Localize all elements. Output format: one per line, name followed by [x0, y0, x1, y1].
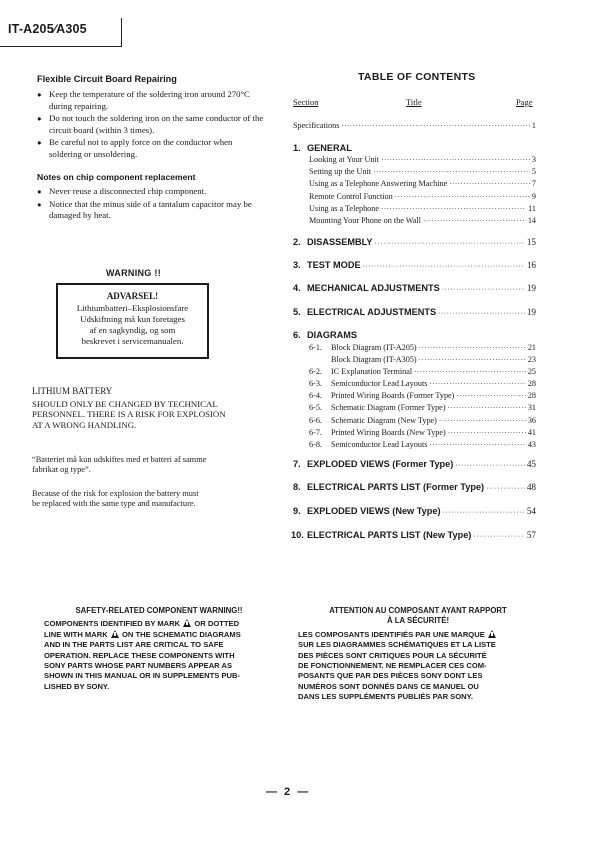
toc-item-label: Semiconductor Lead Layouts	[331, 379, 428, 389]
toc-section-general[interactable]	[293, 143, 536, 153]
toc-item-page: 14	[527, 215, 536, 225]
toc-col-section: Section	[293, 97, 319, 107]
advarsel-line: Udskiftning må kun foretages	[80, 314, 185, 324]
list-item: ● Be careful not to apply force on the conductor when soldering or unsoldering.	[37, 137, 267, 160]
safety-en-line: SHOWN IN THIS MANUAL OR IN SUPPLEMENTS PUB-	[44, 671, 241, 681]
toc-section-title: DISASSEMBLY	[307, 237, 373, 247]
toc-leader	[438, 308, 525, 317]
safety-en-text: COMPONENTS IDENTIFIED BY MARK	[44, 619, 181, 629]
toc-leader	[419, 356, 526, 364]
toc-item[interactable]	[309, 204, 536, 216]
toc-item-label: Using as a Telephone	[309, 203, 379, 213]
toc-section-num: 1.	[293, 143, 301, 153]
toc-leader	[443, 507, 525, 516]
toc-item-label: Printed Wiring Boards (New Type)	[331, 427, 446, 437]
toc-section-num: 9.	[293, 506, 301, 516]
toc-title: TABLE OF CONTENTS	[358, 71, 476, 83]
toc-section-page: 19	[526, 307, 536, 317]
toc-leader	[429, 441, 525, 449]
toc-item[interactable]	[309, 155, 536, 167]
safety-en-text: LINE WITH MARK	[44, 629, 108, 639]
advarsel-line: beskrevet i servicemanualen.	[81, 336, 184, 346]
explosion-line: Because of the risk for explosion the battery must	[32, 489, 199, 498]
toc-item-num: 6-3.	[309, 379, 322, 389]
explosion-note	[32, 489, 199, 510]
toc-section-page: 19	[526, 283, 536, 293]
toc-item-label: Using as a Telephone Answering Machine	[309, 179, 448, 189]
safety-fr-line: POSANTS QUE PAR DES PIÈCES SONY DONT LES	[298, 671, 483, 681]
toc-item[interactable]	[309, 416, 536, 428]
toc-leader	[439, 417, 526, 425]
toc-section-num: 6.	[293, 330, 301, 340]
safety-en-text: ON THE SCHEMATIC DIAGRAMS	[121, 629, 241, 639]
toc-item-num: 6-4.	[309, 391, 322, 401]
warning-triangle-icon	[183, 619, 191, 627]
toc-leader	[381, 205, 526, 213]
toc-leader	[448, 404, 526, 412]
toc-section-disassembly[interactable]	[293, 237, 536, 247]
safety-en-line: AND IN THE PARTS LIST ARE CRITICAL TO SAFE	[44, 640, 224, 650]
toc-item[interactable]	[309, 192, 536, 204]
toc-section-electrical[interactable]	[293, 307, 536, 317]
toc-item[interactable]	[309, 355, 536, 367]
list-item: ● Do not touch the soldering iron on the same conductor of the circuit board (within 3 times).	[37, 113, 267, 136]
toc-leader	[341, 122, 530, 130]
fcb-title: Flexible Circuit Board Repairing	[37, 74, 177, 84]
toc-item-label: Looking at Your Unit	[309, 155, 380, 164]
toc-specifications[interactable]	[293, 121, 536, 130]
advarsel-box	[56, 283, 209, 359]
toc-item-label: Semiconductor Lead Layouts	[331, 439, 428, 449]
toc-section-num: 5.	[293, 307, 301, 317]
toc-leader	[423, 217, 526, 225]
toc-item-page: 25	[527, 367, 536, 377]
toc-item-page: 28	[527, 391, 536, 401]
toc-section-title: ELECTRICAL ADJUSTMENTS	[307, 307, 437, 317]
toc-section-num: 4.	[293, 283, 301, 293]
toc-item-num: 6-2.	[309, 367, 322, 377]
toc-item-page: 3	[531, 155, 536, 164]
toc-general-items	[309, 155, 536, 228]
toc-item[interactable]	[309, 440, 536, 452]
advarsel-title: ADVARSEL!	[106, 291, 159, 301]
toc-leader	[473, 531, 524, 540]
toc-section-title: ELECTRICAL PARTS LIST (Former Type)	[307, 482, 485, 492]
toc-item-label: Block Diagram (IT-A305)	[331, 355, 417, 365]
toc-entry-label: Specifications	[293, 121, 340, 130]
warning-triangle-icon	[111, 630, 119, 638]
toc-item[interactable]	[309, 403, 536, 415]
toc-section-title: EXPLODED VIEWS (Former Type)	[307, 459, 454, 469]
safety-en-text: OR DOTTED	[194, 619, 240, 629]
toc-section-exploded-new[interactable]	[293, 506, 536, 516]
toc-item-page: 36	[527, 415, 536, 425]
toc-item-label: Setting up the Unit	[309, 167, 372, 177]
toc-section-title: EXPLODED VIEWS (New Type)	[307, 506, 441, 516]
toc-section-parts-former[interactable]	[293, 482, 536, 492]
toc-leader	[449, 180, 530, 188]
safety-fr-line: DANS LES SUPPLÉMENTS PUBLIÉS PAR SONY.	[298, 692, 473, 702]
toc-item[interactable]	[309, 179, 536, 191]
safety-en-line: OPERATION. REPLACE THESE COMPONENTS WITH	[44, 650, 235, 660]
danish-line: fabrikat og type”.	[32, 465, 91, 475]
toc-item-page: 41	[527, 427, 536, 437]
danish-line: “Batteriet må kun udskiftes med et batteri af samme	[32, 455, 207, 464]
header-rule-horizontal	[0, 46, 122, 47]
toc-item-page: 43	[527, 439, 536, 449]
explosion-line: be replaced with the same type and manufacture.	[32, 499, 196, 509]
toc-item-num: 6-7.	[309, 427, 322, 437]
toc-leader	[373, 168, 530, 176]
safety-fr-line: SUR LES DIAGRAMMES SCHÉMATIQUES ET LA LISTE	[298, 640, 496, 650]
safety-warning-fr	[298, 606, 538, 703]
toc-leader	[363, 261, 525, 270]
list-item: ● Notice that the minus side of a tantalum capacitor may be damaged by heat.	[37, 199, 267, 222]
toc-section-num: 8.	[293, 482, 301, 492]
toc-leader	[419, 344, 526, 352]
lithium-title: LITHIUM BATTERY	[32, 386, 113, 396]
toc-leader	[455, 460, 524, 469]
toc-item-num: 6-5.	[309, 403, 322, 413]
toc-leader	[486, 483, 525, 492]
chip-notes-title: Notes on chip component replacement	[37, 172, 196, 182]
toc-item-page: 23	[527, 355, 536, 365]
toc-section-num: 10.	[291, 530, 304, 540]
toc-item-label: Remote Control Function	[309, 191, 393, 201]
toc-section-num: 3.	[293, 260, 301, 270]
toc-diagrams-items	[309, 343, 536, 452]
toc-item[interactable]	[309, 216, 536, 228]
toc-section-num: 7.	[293, 459, 301, 469]
header-rule-vertical	[121, 18, 122, 46]
toc-item-label: IC Explanation Terminal	[331, 367, 413, 377]
safety-fr-title: À LA SÉCURITÉ!	[386, 616, 450, 626]
toc-section-title: DIAGRAMS	[307, 330, 358, 340]
toc-item-page: 9	[531, 191, 536, 201]
toc-item-page: 28	[527, 379, 536, 389]
safety-fr-line	[298, 630, 538, 640]
toc-section-parts-new[interactable]	[291, 530, 536, 540]
toc-item-label: Mounting Your Phone on the Wall	[309, 215, 421, 225]
toc-item[interactable]	[309, 367, 536, 379]
toc-item-label: Schematic Diagram (Former Type)	[331, 403, 446, 413]
toc-section-test-mode[interactable]	[293, 260, 536, 270]
toc-section-page: 16	[526, 260, 536, 270]
toc-leader	[456, 392, 525, 400]
advarsel-line: Lithiumbatteri–Eksplosionsfare	[76, 303, 189, 313]
toc-item-label: Printed Wiring Boards (Former Type)	[331, 391, 455, 401]
toc-item-num: 6-6.	[309, 415, 322, 425]
safety-en-title: SAFETY-RELATED COMPONENT WARNING!!	[75, 606, 243, 615]
toc-section-title: ELECTRICAL PARTS LIST (New Type)	[307, 530, 472, 540]
toc-section-title: GENERAL	[307, 143, 352, 153]
toc-leader	[448, 429, 526, 437]
toc-item[interactable]	[309, 379, 536, 391]
toc-item-num: 6-8.	[309, 439, 322, 449]
toc-section-mechanical[interactable]	[293, 283, 536, 293]
toc-item[interactable]	[309, 343, 536, 355]
toc-item-page: 21	[527, 343, 536, 352]
safety-fr-line: NUMÉROS SONT DONNÉS DANS CE MANUEL OU	[298, 681, 479, 691]
lithium-line: PERSONNEL. THERE IS A RISK FOR EXPLOSION	[32, 409, 226, 420]
toc-item-page: 11	[528, 203, 536, 213]
toc-item-num: 6-1.	[309, 343, 322, 352]
list-item: ● Keep the temperature of the soldering iron around 270°C during repairing.	[37, 89, 267, 112]
warning-title: WARNING !!	[106, 268, 161, 278]
toc-section-diagrams[interactable]	[293, 330, 536, 340]
advarsel-line: af en sagkyndig, og som	[89, 325, 176, 335]
toc-section-page: 54	[526, 506, 536, 516]
toc-section-title: MECHANICAL ADJUSTMENTS	[307, 283, 440, 293]
safety-fr-title: ATTENTION AU COMPOSANT AYANT RAPPORT	[329, 606, 507, 615]
toc-leader	[375, 238, 525, 247]
page-number: — 2 —	[266, 786, 311, 798]
toc-leader	[429, 380, 525, 388]
toc-item[interactable]	[309, 167, 536, 179]
toc-section-exploded-former[interactable]	[293, 459, 536, 469]
toc-section-page: 15	[526, 237, 536, 247]
toc-section-page: 57	[526, 530, 536, 540]
toc-leader	[381, 156, 530, 164]
safety-fr-line: DE FONCTIONNEMENT. NE REMPLACER CES COM-	[298, 661, 487, 671]
toc-section-num: 2.	[293, 237, 301, 247]
safety-fr-text: LES COMPOSANTS IDENTIFIÉS PAR UNE MARQUE	[298, 629, 485, 639]
safety-fr-line: DES PIÈCES SONT CRITIQUES POUR LA SÉCURITÉ	[298, 650, 487, 660]
toc-item-label: Schematic Diagram (New Type)	[331, 415, 437, 425]
list-item: ● Never reuse a disconnected chip component.	[37, 186, 267, 198]
toc-col-title: Title	[406, 97, 422, 107]
toc-leader	[395, 193, 530, 201]
chip-notes-list	[37, 186, 267, 223]
safety-en-line: LISHED BY SONY.	[44, 681, 110, 691]
toc-item-label: Block Diagram (IT-A205)	[331, 343, 417, 352]
lithium-line: SHOULD ONLY BE CHANGED BY TECHNICAL	[32, 399, 218, 409]
safety-en-line: SONY PARTS WHOSE PART NUMBERS APPEAR AS	[44, 661, 233, 671]
toc-item[interactable]	[309, 391, 536, 403]
toc-item-page: 31	[527, 403, 536, 413]
lithium-text	[32, 399, 272, 430]
warning-triangle-icon	[488, 630, 496, 638]
lithium-line: AT A WRONG HANDLING.	[32, 419, 137, 430]
model-header: IT-A205∕A305	[8, 22, 87, 36]
toc-item-page: 7	[531, 179, 536, 189]
toc-item[interactable]	[309, 428, 536, 440]
toc-section-page: 45	[526, 459, 536, 469]
toc-item-page: 5	[531, 167, 536, 177]
toc-leader	[442, 284, 525, 293]
safety-warning-en	[44, 606, 274, 692]
toc-section-page: 48	[526, 482, 536, 492]
toc-section-title: TEST MODE	[307, 260, 361, 270]
danish-quote	[32, 455, 206, 476]
safety-en-line	[44, 630, 274, 640]
toc-leader	[414, 368, 526, 376]
safety-en-line	[44, 619, 274, 629]
toc-col-page: Page	[516, 97, 533, 107]
toc-entry-page: 1	[531, 121, 536, 130]
fcb-list	[37, 89, 267, 162]
